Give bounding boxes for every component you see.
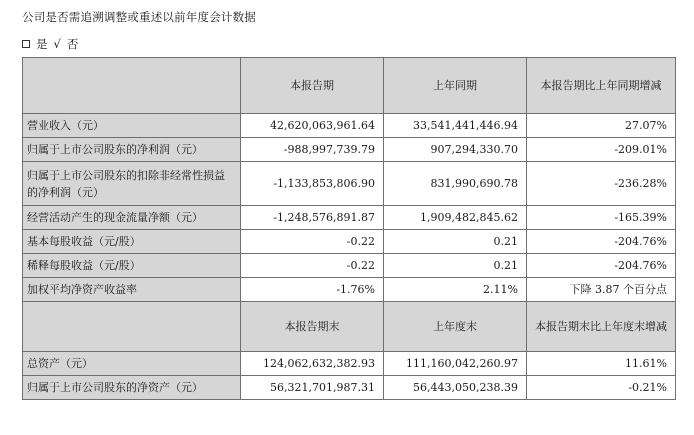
current-value: -0.22: [241, 254, 384, 278]
row-label: 总资产（元）: [23, 352, 241, 376]
change-value: -236.28%: [527, 162, 676, 206]
current-value: -1.76%: [241, 278, 384, 302]
change-value: -204.76%: [527, 254, 676, 278]
previous-value: 111,160,042,260.97: [384, 352, 527, 376]
row-label: 归属于上市公司股东的净资产（元）: [23, 376, 241, 400]
change-value: 27.07%: [527, 114, 676, 138]
previous-value: 1,909,482,845.62: [384, 206, 527, 230]
current-value: -988,997,739.79: [241, 138, 384, 162]
table-row: [23, 114, 676, 138]
change-value: 下降 3.87 个百分点: [527, 278, 676, 302]
section-heading: 公司是否需追溯调整或重述以前年度会计数据: [22, 10, 256, 24]
table-row: [23, 162, 676, 206]
header-cell: 上年同期: [384, 58, 527, 114]
table-row: [23, 352, 676, 376]
table-row: [23, 206, 676, 230]
row-label: 经营活动产生的现金流量净额（元）: [23, 206, 241, 230]
table-row: [23, 138, 676, 162]
current-value: 124,062,632,382.93: [241, 352, 384, 376]
yes-label: 是: [36, 37, 48, 51]
row-label: 稀释每股收益（元/股）: [23, 254, 241, 278]
header-cell: 本报告期: [241, 58, 384, 114]
change-value: -165.39%: [527, 206, 676, 230]
table-header-row: [23, 58, 676, 114]
row-label: 基本每股收益（元/股）: [23, 230, 241, 254]
current-value: -1,248,576,891.87: [241, 206, 384, 230]
current-value: 42,620,063,961.64: [241, 114, 384, 138]
check-mark-icon: √: [53, 37, 61, 51]
previous-value: 0.21: [384, 230, 527, 254]
previous-value: 2.11%: [384, 278, 527, 302]
previous-value: 33,541,441,446.94: [384, 114, 527, 138]
header-cell: 本报告期末: [241, 302, 384, 352]
current-value: 56,321,701,987.31: [241, 376, 384, 400]
previous-value: 907,294,330.70: [384, 138, 527, 162]
financial-data-table: [22, 57, 676, 400]
row-label: 归属于上市公司股东的净利润（元）: [23, 138, 241, 162]
header-cell: [23, 302, 241, 352]
header-cell: [23, 58, 241, 114]
current-value: -0.22: [241, 230, 384, 254]
restatement-choice: [22, 36, 78, 52]
table-row: [23, 230, 676, 254]
previous-value: 0.21: [384, 254, 527, 278]
table-header-row: [23, 302, 676, 352]
change-value: -209.01%: [527, 138, 676, 162]
yes-checkbox[interactable]: [22, 40, 30, 48]
table-row: [23, 376, 676, 400]
header-cell: 本报告期比上年同期增减: [527, 58, 676, 114]
change-value: -204.76%: [527, 230, 676, 254]
change-value: 11.61%: [527, 352, 676, 376]
no-label: 否: [66, 37, 79, 51]
row-label: 营业收入（元）: [23, 114, 241, 138]
current-value: -1,133,853,806.90: [241, 162, 384, 206]
header-cell: 上年度末: [384, 302, 527, 352]
header-cell: 本报告期末比上年度末增减: [527, 302, 676, 352]
row-label: 加权平均净资产收益率: [23, 278, 241, 302]
previous-value: 56,443,050,238.39: [384, 376, 527, 400]
change-value: -0.21%: [527, 376, 676, 400]
previous-value: 831,990,690.78: [384, 162, 527, 206]
row-label: 归属于上市公司股东的扣除非经常性损益的净利润（元）: [23, 162, 241, 206]
table-row: [23, 278, 676, 302]
table-row: [23, 254, 676, 278]
